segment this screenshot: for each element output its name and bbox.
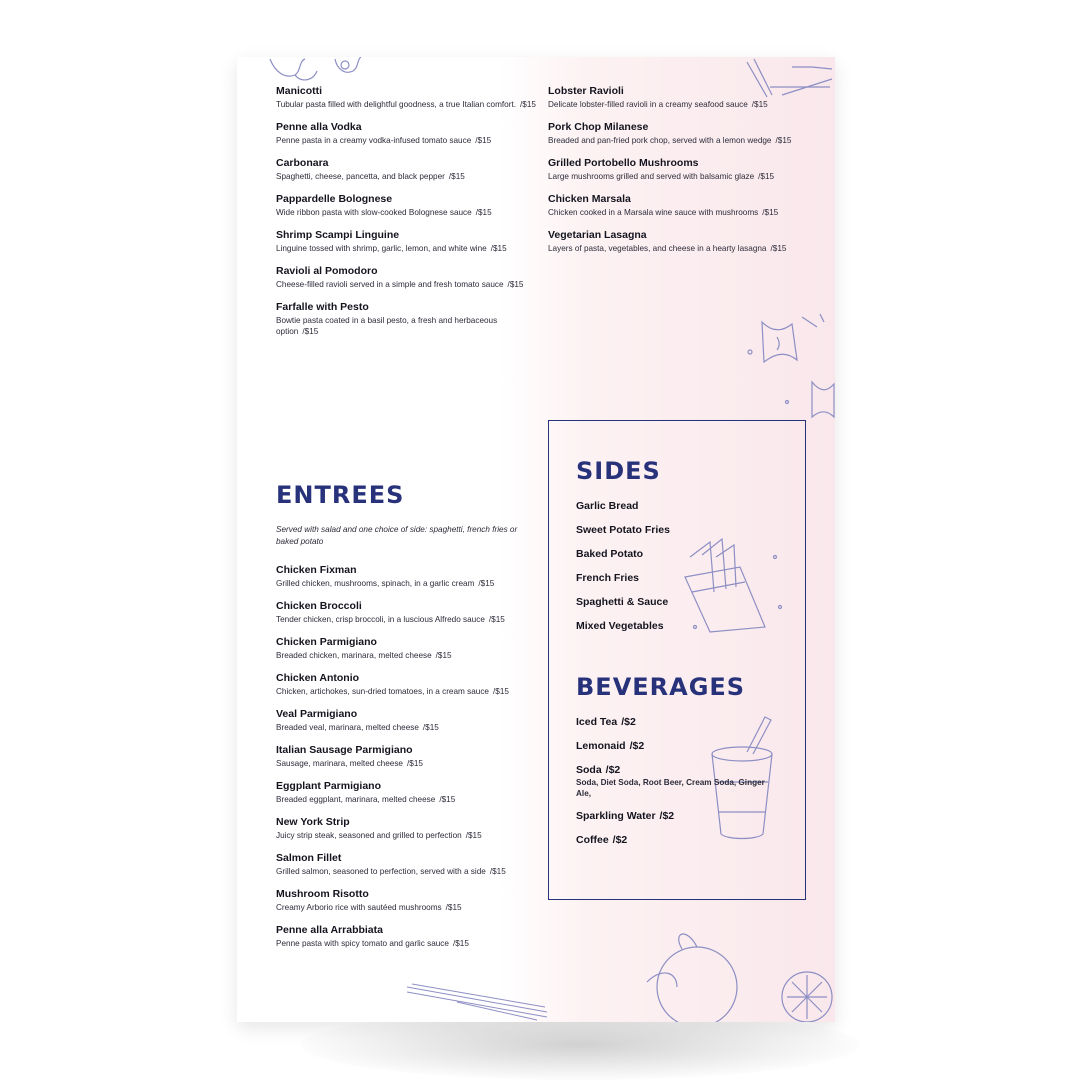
- item-desc-text: Delicate lobster-filled ravioli in a creamy seafood sauce: [548, 100, 748, 109]
- item-price: /$15: [439, 795, 456, 804]
- item-price: /$15: [448, 172, 465, 181]
- item-price: /$15: [770, 244, 787, 253]
- menu-item: [276, 780, 538, 805]
- beverage-item: [576, 716, 776, 729]
- beverage-name: Soda: [576, 764, 602, 776]
- spaghetti-icon: [397, 982, 557, 1022]
- item-description: [276, 722, 538, 733]
- item-desc-text: Grilled chicken, mushrooms, spinach, in a garlic cream: [276, 579, 475, 588]
- side-item: Baked Potato: [576, 548, 644, 560]
- beverage-price: /$2: [659, 810, 675, 822]
- item-description: [276, 794, 538, 805]
- beverages-heading: BEVERAGES: [576, 673, 746, 701]
- item-price: /$15: [302, 327, 319, 336]
- item-price: /$15: [488, 615, 505, 624]
- menu-item: [548, 121, 803, 146]
- item-desc-text: Spaghetti, cheese, pancetta, and black pepper: [276, 172, 445, 181]
- item-price: /$15: [758, 172, 775, 181]
- menu-item: [276, 229, 538, 254]
- beverage-item: [576, 834, 776, 847]
- item-name: Italian Sausage Parmigiano: [276, 744, 413, 756]
- pasta-list-right: [548, 85, 803, 265]
- beverage-item: [576, 810, 776, 823]
- citrus-icon: [642, 927, 835, 1022]
- item-price: /$15: [507, 280, 524, 289]
- menu-item: [276, 816, 538, 841]
- item-description: [276, 614, 538, 625]
- menu-item: [276, 265, 538, 290]
- entrees-list: [276, 564, 538, 960]
- item-name: Lobster Ravioli: [548, 85, 624, 97]
- item-price: /$15: [751, 100, 768, 109]
- menu-item: [276, 888, 538, 913]
- item-description: [276, 758, 538, 769]
- bowtie-pasta-icon: [742, 312, 835, 427]
- menu-item: [276, 924, 538, 949]
- side-item: Spaghetti & Sauce: [576, 596, 669, 608]
- menu-item: [276, 121, 538, 146]
- item-desc-text: Breaded chicken, marinara, melted cheese: [276, 651, 432, 660]
- item-price: /$15: [489, 867, 506, 876]
- item-price: /$15: [435, 651, 452, 660]
- item-price: /$15: [445, 903, 462, 912]
- sides-heading: SIDES: [576, 457, 661, 485]
- item-price: /$15: [775, 136, 792, 145]
- item-description: [276, 830, 538, 841]
- menu-item: [276, 301, 538, 337]
- item-name: Chicken Broccoli: [276, 600, 362, 612]
- side-item: Garlic Bread: [576, 500, 639, 512]
- pasta-sketch-icon: [265, 57, 365, 87]
- item-name: Ravioli al Pomodoro: [276, 265, 378, 277]
- item-desc-text: Breaded veal, marinara, melted cheese: [276, 723, 419, 732]
- beverage-name-line: [576, 810, 776, 823]
- item-price: /$15: [492, 687, 509, 696]
- menu-item: [276, 157, 538, 182]
- item-price: /$15: [406, 759, 423, 768]
- item-name: Mushroom Risotto: [276, 888, 369, 900]
- item-name: Chicken Marsala: [548, 193, 631, 205]
- item-price: /$15: [762, 208, 779, 217]
- item-desc-text: Tender chicken, crisp broccoli, in a luscious Alfredo sauce: [276, 615, 485, 624]
- item-name: Penne alla Vodka: [276, 121, 362, 133]
- item-price: /$15: [475, 208, 492, 217]
- item-name: Salmon Fillet: [276, 852, 342, 864]
- item-desc-text: Juicy strip steak, seasoned and grilled to perfection: [276, 831, 462, 840]
- beverage-name: Lemonaid: [576, 740, 626, 752]
- item-price: /$15: [422, 723, 439, 732]
- item-description: [548, 243, 803, 254]
- item-name: Penne alla Arrabbiata: [276, 924, 383, 936]
- beverage-name-line: [576, 834, 776, 847]
- item-description: [548, 135, 803, 146]
- side-item: French Fries: [576, 572, 640, 584]
- beverage-name: Coffee: [576, 834, 609, 846]
- menu-item: [276, 708, 538, 733]
- item-desc-text: Cheese-filled ravioli served in a simple and fresh tomato sauce: [276, 280, 504, 289]
- item-description: [276, 686, 538, 697]
- beverage-price: /$2: [621, 716, 636, 728]
- menu-item: [276, 85, 538, 110]
- item-price: /$15: [475, 136, 492, 145]
- item-description: [548, 207, 803, 218]
- item-name: Farfalle with Pesto: [276, 301, 369, 313]
- beverage-name: Sparkling Water: [576, 810, 656, 822]
- item-desc-text: Grilled salmon, seasoned to perfection, served with a side: [276, 867, 486, 876]
- item-description: [548, 171, 803, 182]
- beverage-name-line: [576, 740, 776, 753]
- menu-item: [548, 229, 803, 254]
- item-desc-text: Creamy Arborio rice with sautéed mushrooms: [276, 903, 442, 912]
- item-desc-text: Layers of pasta, vegetables, and cheese in a hearty lasagna: [548, 244, 767, 253]
- menu-page: [237, 57, 835, 1022]
- item-name: Grilled Portobello Mushrooms: [548, 157, 699, 169]
- item-desc-text: Bowtie pasta coated in a basil pesto, a fresh and herbaceous option: [276, 316, 498, 336]
- item-description: [276, 279, 538, 290]
- item-description: [548, 99, 803, 110]
- menu-item: [276, 636, 538, 661]
- item-desc-text: Breaded and pan-fried pork chop, served with a lemon wedge: [548, 136, 772, 145]
- item-desc-text: Chicken, artichokes, sun-dried tomatoes, in a cream sauce: [276, 687, 489, 696]
- item-price: /$15: [465, 831, 482, 840]
- menu-item: [276, 193, 538, 218]
- item-price: /$15: [520, 100, 536, 109]
- item-name: Chicken Antonio: [276, 672, 360, 684]
- menu-item: [276, 852, 538, 877]
- menu-item: [548, 193, 803, 218]
- item-name: Chicken Fixman: [276, 564, 357, 576]
- beverage-price: /$2: [629, 740, 645, 752]
- item-description: [276, 938, 538, 949]
- beverage-name: Iced Tea: [576, 716, 618, 728]
- item-desc-text: Penne pasta with spicy tomato and garlic sauce: [276, 939, 449, 948]
- item-desc-text: Linguine tossed with shrimp, garlic, lemon, and white wine: [276, 244, 487, 253]
- item-name: Carbonara: [276, 157, 329, 169]
- item-price: /$15: [478, 579, 495, 588]
- item-desc-text: Tubular pasta filled with delightful goodness, a true Italian comfort.: [276, 100, 516, 109]
- item-name: New York Strip: [276, 816, 350, 828]
- entrees-note: Served with salad and one choice of side: spaghetti, french fries or baked potato: [276, 525, 518, 546]
- item-desc-text: Breaded eggplant, marinara, melted cheese: [276, 795, 436, 804]
- item-desc-text: Large mushrooms grilled and served with balsamic glaze: [548, 172, 755, 181]
- menu-item: [548, 157, 803, 182]
- menu-item: [548, 85, 803, 110]
- beverage-item: [576, 740, 776, 753]
- entrees-heading: ENTREES: [276, 481, 405, 509]
- item-description: [276, 902, 538, 913]
- item-name: Manicotti: [276, 85, 323, 97]
- item-name: Pork Chop Milanese: [548, 121, 649, 133]
- item-name: Eggplant Parmigiano: [276, 780, 382, 792]
- item-description: [276, 578, 538, 589]
- item-name: Vegetarian Lasagna: [548, 229, 647, 241]
- item-name: Chicken Parmigiano: [276, 636, 377, 648]
- side-item: Sweet Potato Fries: [576, 524, 670, 536]
- beverages-list: [576, 716, 776, 858]
- item-description: [276, 99, 538, 110]
- item-description: [276, 650, 538, 661]
- item-description: [276, 207, 538, 218]
- item-desc-text: Wide ribbon pasta with slow-cooked Bolognese sauce: [276, 208, 472, 217]
- item-description: [276, 315, 538, 337]
- beverage-name-line: [576, 764, 776, 777]
- sides-list: [576, 500, 756, 644]
- item-description: [276, 135, 538, 146]
- item-desc-text: Penne pasta in a creamy vodka-infused tomato sauce: [276, 136, 472, 145]
- item-description: [276, 866, 538, 877]
- menu-item: [276, 744, 538, 769]
- beverage-price: /$2: [612, 834, 628, 846]
- beverage-price: /$2: [605, 764, 621, 776]
- menu-item: [276, 564, 538, 589]
- side-item: Mixed Vegetables: [576, 620, 664, 632]
- item-name: Pappardelle Bolognese: [276, 193, 393, 205]
- pasta-list-left: [276, 85, 538, 348]
- item-name: Veal Parmigiano: [276, 708, 358, 720]
- item-desc-text: Chicken cooked in a Marsala wine sauce with mushrooms: [548, 208, 759, 217]
- beverage-name-line: [576, 716, 776, 729]
- item-description: [276, 171, 538, 182]
- item-name: Shrimp Scampi Linguine: [276, 229, 400, 241]
- beverage-description: Soda, Diet Soda, Root Beer, Cream Soda, Ginger Ale,: [576, 778, 765, 798]
- item-description: [276, 243, 538, 254]
- menu-item: [276, 672, 538, 697]
- item-price: /$15: [452, 939, 469, 948]
- item-price: /$15: [490, 244, 507, 253]
- item-desc-text: Sausage, marinara, melted cheese: [276, 759, 403, 768]
- beverage-item: [576, 764, 776, 799]
- menu-item: [276, 600, 538, 625]
